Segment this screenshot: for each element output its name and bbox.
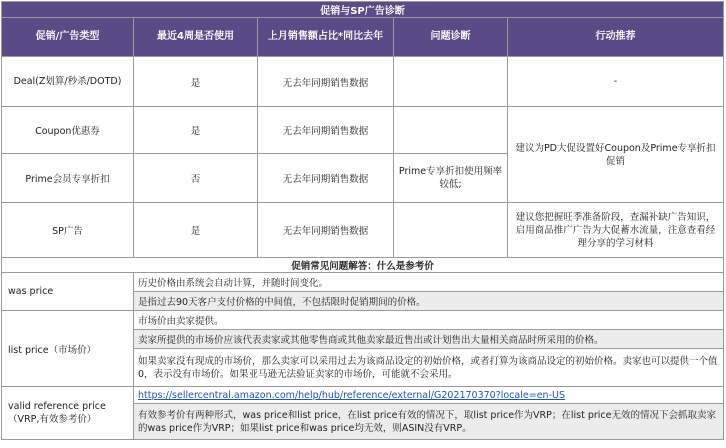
header-promo-type: 促销/广告类型: [2, 18, 134, 57]
table-row: [2, 57, 724, 107]
vrp-help-link[interactable]: https://sellercentral.amazon.com/help/hub/reference/external/G202170370?locale=en-US: [138, 389, 565, 401]
faq-label-was-price: was price: [2, 273, 134, 311]
faq-line: 是指过去90天客户支付价格的中间值，不包括限时促销期间的价格。: [134, 292, 724, 311]
faq-line: 如果卖家没有现成的市场价，那么卖家可以采用过去为该商品设定的初始价格，或者打算为该商品设定的初始价格。卖家也可以提供一个值 0，表示没有市场价。如果亚马逊无法验证卖家的市场价，可能就不会采用。: [134, 349, 724, 387]
row-diagnosis: [394, 107, 508, 154]
faq-title: 促销常见问题解答：什么是参考价: [2, 258, 724, 273]
header-sales-ratio: 上月销售额占比*同比去年: [258, 18, 394, 57]
row-action: 建议您把握旺季准备阶段，查漏补缺广告知识，启用商品推广广告为大促蓄水流量，注意查看经理分享的学习材料: [508, 203, 724, 258]
faq-line: 卖家所提供的市场价应该代表卖家或其他零售商或其他卖家最近售出或计划售出大量相关商品时所采用的价格。: [134, 330, 724, 349]
faq-line: 市场价由卖家提供。: [134, 311, 724, 330]
header-action: 行动推荐: [508, 18, 724, 57]
header-diagnosis: 问题诊断: [394, 18, 508, 57]
row-type: SP广告: [2, 203, 134, 258]
row-ratio: 无去年同期销售数据: [258, 57, 394, 107]
row-type: Deal(Z划算/秒杀/DOTD): [2, 57, 134, 107]
row-action: -: [508, 57, 724, 107]
row-ratio: 无去年同期销售数据: [258, 107, 394, 154]
row-diagnosis: Prime专享折扣使用频率较低;: [394, 154, 508, 203]
table-title: 促销与SP广告诊断: [2, 2, 724, 18]
row-diagnosis: [394, 203, 508, 258]
faq-label-list-price: list price（市场价）: [2, 311, 134, 387]
row-action: 建议为PD大促设置好Coupon及Prime专享折扣促销: [508, 107, 724, 203]
row-used: 否: [134, 154, 258, 203]
faq-label-vrp: valid reference price（VRP,有效参考价）: [2, 387, 134, 440]
row-ratio: 无去年同期销售数据: [258, 154, 394, 203]
table-row: [2, 107, 724, 154]
row-used: 是: [134, 57, 258, 107]
faq-line: 有效参考价有两种形式，was price和list price，在list price有效的情况下，取list price作为VRP；在list price无效的情况下会抓取卖家的was price作为VRP；如果list price和was price均无效，则ASIN没有VRP。: [134, 404, 724, 440]
header-used-recent: 最近4周是否使用: [134, 18, 258, 57]
table-row: [2, 203, 724, 258]
row-diagnosis: [394, 57, 508, 107]
faq-line: 历史价格由系统会自动计算，并随时间变化。: [134, 273, 724, 292]
row-used: 是: [134, 203, 258, 258]
row-type: Prime会员专享折扣: [2, 154, 134, 203]
promo-diagnosis-table: [1, 1, 724, 440]
row-type: Coupon优惠券: [2, 107, 134, 154]
row-used: 是: [134, 107, 258, 154]
row-ratio: 无去年同期销售数据: [258, 203, 394, 258]
